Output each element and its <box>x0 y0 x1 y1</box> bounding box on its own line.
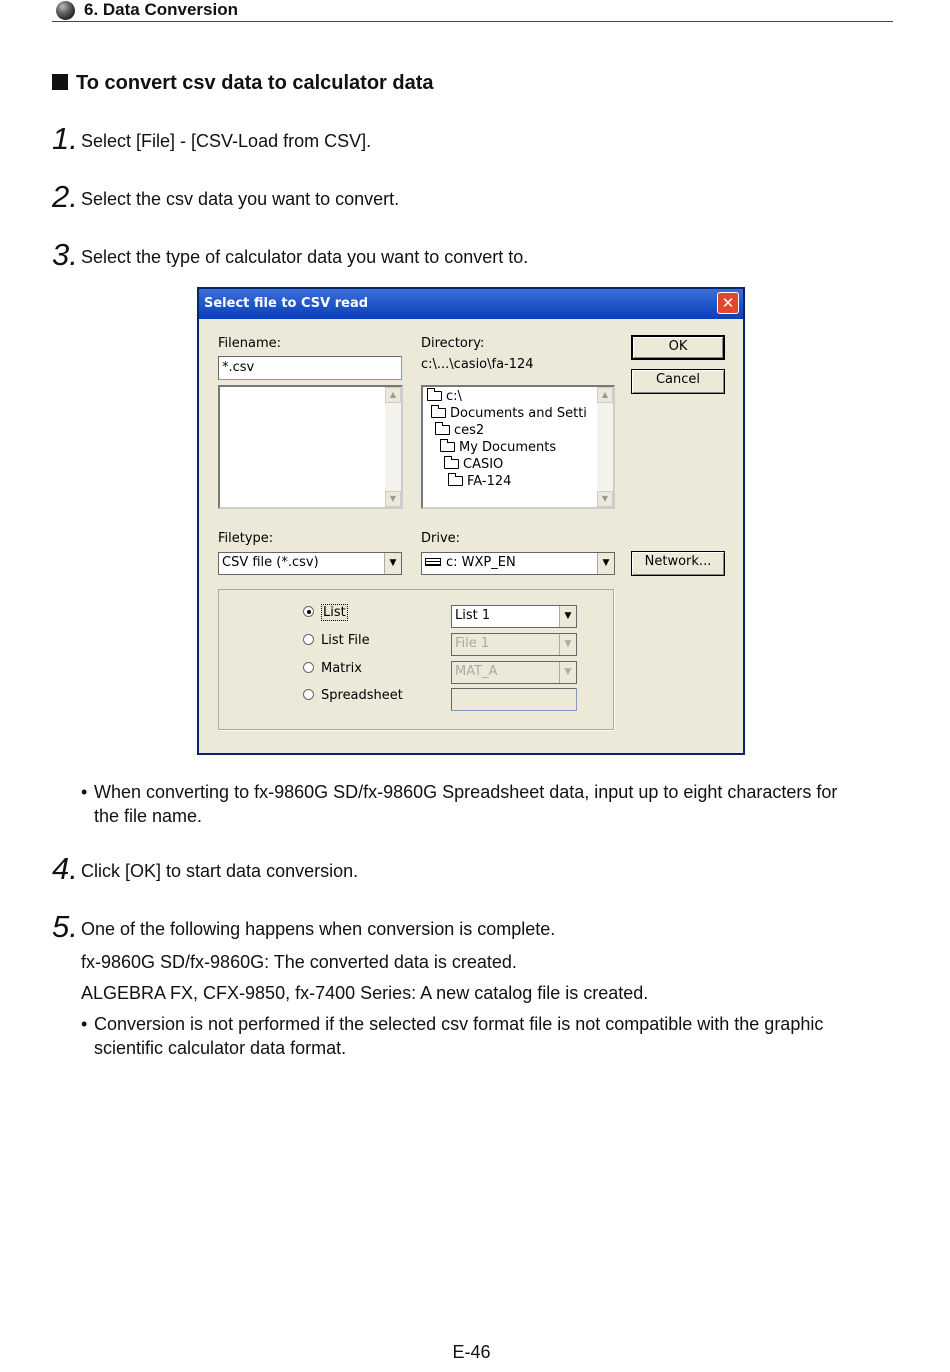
folder-open-icon <box>448 476 463 486</box>
dropdown-arrow-icon[interactable]: ▼ <box>559 606 576 627</box>
square-bullet-icon <box>52 74 68 90</box>
page-number: E-46 <box>452 1342 491 1362</box>
bullet-note-1 <box>81 780 901 828</box>
page-header <box>52 0 893 22</box>
folder-open-icon <box>444 459 459 469</box>
drive-icon <box>425 558 441 566</box>
step-number: 2. <box>52 179 78 214</box>
filename-input[interactable]: *.csv <box>218 356 402 380</box>
result-para-2: ALGEBRA FX, CFX-9850, fx-7400 Series: A new catalog file is created. <box>81 983 649 1003</box>
step-text: Select [File] - [CSV-Load from CSV]. <box>81 131 372 151</box>
cancel-button[interactable]: Cancel <box>631 369 725 394</box>
section-title-text: To convert csv data to calculator data <box>76 72 434 94</box>
dialog-title: Select file to CSV read <box>204 296 369 311</box>
list-select[interactable] <box>451 605 577 628</box>
step-1 <box>52 121 371 157</box>
list-select-value: List 1 <box>455 608 491 623</box>
directory-path: c:\...\casio\fa-124 <box>421 357 534 372</box>
filetype-select[interactable] <box>218 552 402 575</box>
tree-item[interactable]: Documents and Setti <box>431 406 587 421</box>
scroll-up-icon[interactable]: ▲ <box>385 387 401 403</box>
radio-list[interactable]: List <box>303 605 348 620</box>
step-number: 4. <box>52 851 78 886</box>
step-text: Select the type of calculator data you want to convert to. <box>81 247 529 267</box>
tree-item[interactable]: FA-124 <box>448 474 511 489</box>
filetype-value: CSV file (*.csv) <box>222 555 319 570</box>
step-text: Click [OK] to start data conversion. <box>81 861 359 881</box>
close-button[interactable]: ✕ <box>717 292 739 314</box>
folder-open-icon <box>431 408 446 418</box>
file-list[interactable] <box>218 385 403 509</box>
radio-icon <box>303 634 314 645</box>
folder-open-icon <box>435 425 450 435</box>
section-title <box>52 72 434 95</box>
folder-open-icon <box>440 442 455 452</box>
scroll-up-icon[interactable]: ▲ <box>597 387 613 403</box>
step-number: 3. <box>52 237 78 272</box>
filename-label: Filename: <box>218 336 282 351</box>
scroll-down-icon[interactable]: ▼ <box>597 491 613 507</box>
matrix-select-value: MAT_A <box>455 664 498 679</box>
radio-selected-icon <box>303 606 314 617</box>
step-text: Select the csv data you want to convert. <box>81 189 400 209</box>
bullet-dot: • <box>81 1014 88 1034</box>
network-button[interactable]: Network... <box>631 551 725 576</box>
file-list-scrollbar[interactable] <box>385 387 401 507</box>
radio-spreadsheet[interactable]: Spreadsheet <box>303 688 403 703</box>
tree-item[interactable]: My Documents <box>440 440 556 455</box>
folder-open-icon <box>427 391 442 401</box>
radio-list-file[interactable]: List File <box>303 633 370 648</box>
directory-tree[interactable] <box>421 385 615 509</box>
tree-scrollbar[interactable] <box>597 387 613 507</box>
dropdown-arrow-icon[interactable]: ▼ <box>384 553 401 574</box>
spreadsheet-name-input <box>451 688 577 711</box>
tree-item[interactable]: c:\ <box>427 389 462 404</box>
file-select-value: File 1 <box>455 636 490 651</box>
step-5 <box>52 909 555 945</box>
bullet-dot: • <box>81 782 88 802</box>
step-text: One of the following happens when conversion is complete. <box>81 919 556 939</box>
radio-matrix[interactable]: Matrix <box>303 661 362 676</box>
drive-label: Drive: <box>421 531 461 546</box>
step-4 <box>52 851 358 887</box>
bullet-line: When converting to fx-9860G SD/fx-9860G Spreadsheet data, input up to eight characters for <box>94 782 838 802</box>
directory-label: Directory: <box>421 336 485 351</box>
bullet-line: Conversion is not performed if the selected csv format file is not compatible with the graphic <box>94 1014 824 1034</box>
radio-icon <box>303 662 314 673</box>
bullet-line: scientific calculator data format. <box>94 1038 347 1058</box>
tree-item[interactable]: CASIO <box>444 457 503 472</box>
drive-value: c: WXP_EN <box>446 555 516 570</box>
drive-select[interactable] <box>421 552 615 575</box>
dialog-title-bar <box>199 289 743 319</box>
dropdown-arrow-icon: ▼ <box>559 662 576 683</box>
result-para-1: fx-9860G SD/fx-9860G: The converted data is created. <box>81 952 517 972</box>
scroll-down-icon[interactable]: ▼ <box>385 491 401 507</box>
filetype-label: Filetype: <box>218 531 274 546</box>
step-number: 5. <box>52 909 78 944</box>
step-number: 1. <box>52 121 78 156</box>
tree-item[interactable]: ces2 <box>435 423 484 438</box>
ok-button[interactable]: OK <box>631 335 725 360</box>
header-ball-icon <box>56 1 75 20</box>
bullet-line: the file name. <box>94 806 203 826</box>
select-file-dialog <box>197 287 745 755</box>
dropdown-arrow-icon[interactable]: ▼ <box>597 553 614 574</box>
step-3 <box>52 237 528 273</box>
matrix-select <box>451 661 577 684</box>
header-title: 6. Data Conversion <box>84 0 238 19</box>
file-select <box>451 633 577 656</box>
step-2 <box>52 179 399 215</box>
dropdown-arrow-icon: ▼ <box>559 634 576 655</box>
radio-icon <box>303 689 314 700</box>
bullet-note-2 <box>81 1012 901 1060</box>
